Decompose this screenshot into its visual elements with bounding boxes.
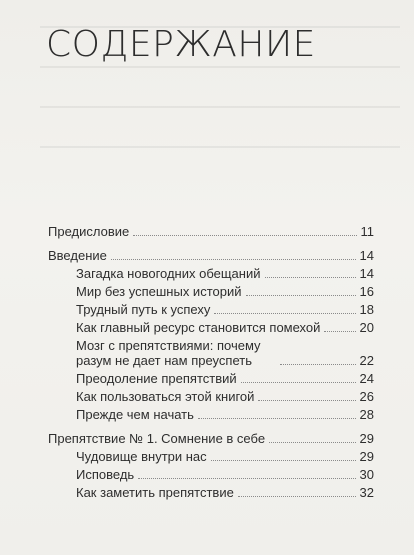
toc-entry — [48, 431, 374, 446]
toc-entry — [48, 248, 374, 263]
toc-entry-label: Трудный путь к успеху — [76, 302, 211, 317]
toc-entry-label: Загадка новогодних обещаний — [76, 266, 261, 281]
toc-entry — [48, 320, 374, 335]
toc-entry-page: 29 — [359, 431, 374, 446]
toc-entry — [48, 266, 374, 281]
toc-leader-dots — [269, 442, 355, 443]
toc-leader-dots — [111, 259, 356, 260]
toc-entry — [48, 407, 374, 422]
toc-entry-page: 18 — [359, 302, 374, 317]
toc-entry-page: 30 — [359, 467, 374, 482]
toc-entry-page: 26 — [359, 389, 374, 404]
toc-entry-page: 11 — [360, 224, 374, 239]
toc-leader-dots — [238, 496, 356, 497]
toc-leader-dots — [214, 313, 355, 314]
toc-entry-label: Препятствие № 1. Сомнение в себе — [48, 431, 266, 446]
toc-leader-dots — [324, 331, 355, 332]
toc-entry-page: 22 — [359, 353, 374, 368]
toc-entry-label: Чудовище внутри нас — [76, 449, 207, 464]
table-of-contents — [48, 224, 374, 500]
toc-entry-label: Преодоление препятствий — [76, 371, 237, 386]
toc-leader-dots — [265, 277, 356, 278]
toc-entry-label: Как заметить препятствие — [76, 485, 234, 500]
toc-entry — [48, 302, 374, 317]
toc-entry-label: Мир без успешных историй — [76, 284, 242, 299]
toc-entry-page: 14 — [359, 248, 374, 263]
toc-entry-page: 24 — [359, 371, 374, 386]
toc-leader-dots — [198, 418, 356, 419]
toc-entry-page: 32 — [359, 485, 374, 500]
toc-entry — [48, 224, 374, 239]
toc-leader-dots — [133, 235, 356, 236]
toc-entry-page: 14 — [359, 266, 374, 281]
toc-leader-dots — [280, 364, 356, 365]
toc-entry-label: Как пользоваться этой книгой — [76, 389, 255, 404]
toc-entry — [48, 371, 374, 386]
toc-entry-label: Как главный ресурс становится помехой — [76, 320, 321, 335]
toc-entry-page: 20 — [359, 320, 374, 335]
toc-entry-label: Прежде чем начать — [76, 407, 194, 422]
toc-leader-dots — [258, 400, 355, 401]
toc-entry-label: Исповедь — [76, 467, 135, 482]
toc-entry — [48, 467, 374, 482]
toc-leader-dots — [241, 382, 356, 383]
toc-leader-dots — [138, 478, 355, 479]
toc-entry — [48, 389, 374, 404]
toc-entry — [48, 338, 374, 368]
toc-leader-dots — [246, 295, 356, 296]
toc-entry — [48, 449, 374, 464]
toc-entry-label: Введение — [48, 248, 107, 263]
toc-entry-page: 16 — [359, 284, 374, 299]
toc-entry-label: Мозг с препятствиями: почему разум не дает нам преуспеть — [76, 338, 261, 368]
toc-entry — [48, 284, 374, 299]
toc-entry-label: Предисловие — [48, 224, 130, 239]
toc-entry-page: 28 — [359, 407, 374, 422]
toc-entry-page: 29 — [359, 449, 374, 464]
toc-leader-dots — [211, 460, 356, 461]
toc-entry — [48, 485, 374, 500]
page-title: СОДЕРЖАНИЕ — [46, 24, 316, 65]
